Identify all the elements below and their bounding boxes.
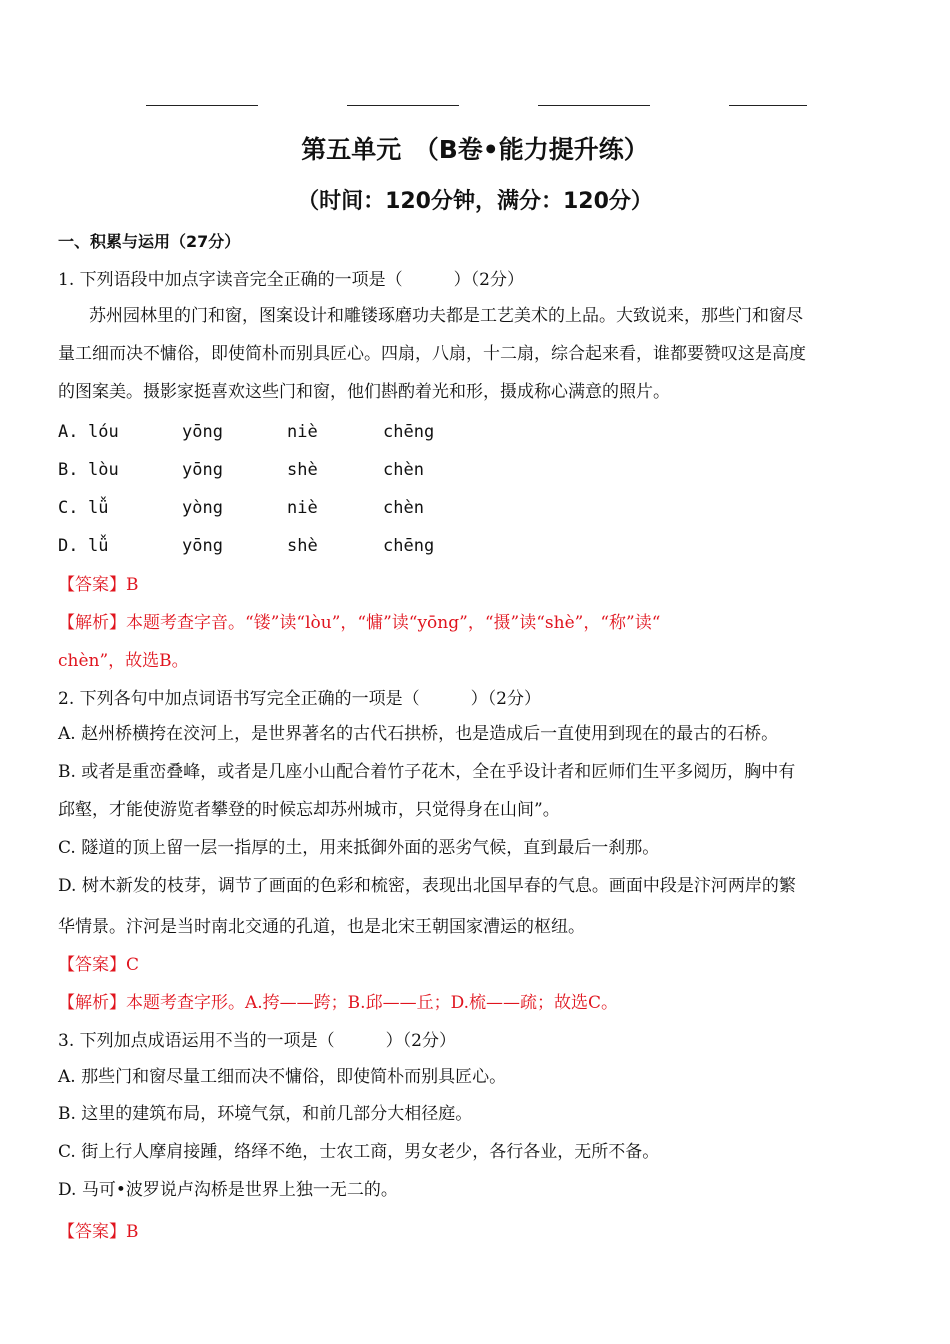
option-pinyin: yōng [182,460,223,480]
option-pinyin: lòu [88,460,119,480]
page-title: 第五单元 （B卷•能力提升练） [301,135,649,164]
section-heading: 一、积累与运用（27分） [58,232,241,251]
analysis-1-line: 【解析】本题考查字音。“镂”读“lòu”，“慵”读“yōng”，“摄”读“shè”，“称”读“ [58,613,661,633]
option-line: B. 或者是重峦叠峰，或者是几座小山配合着竹子花木，全在乎设计者和匠师们生平多阅历，胸中有 [58,762,796,782]
blank-line [146,105,258,106]
option-line: 华情景。汴河是当时南北交通的孔道，也是北宋王朝国家漕运的枢纽。 [58,917,585,937]
option-line: B. 这里的建筑布局，环境气氛，和前几部分大相径庭。 [58,1104,473,1124]
option-label: A. [58,422,79,442]
option-pinyin: lǚ [88,498,109,518]
option-pinyin: yòng [182,498,223,518]
answer-2: 【答案】C [58,955,140,975]
page-subtitle: （时间：120分钟，满分：120分） [297,189,653,214]
option-line: D. 树木新发的枝芽，调节了画面的色彩和梳密，表现出北国早春的气息。画面中段是汴河两岸的繁 [58,876,796,896]
blank-line [347,105,459,106]
answer-3: 【答案】B [58,1222,139,1242]
option-pinyin: chèn [383,498,424,518]
option-pinyin: lǚ [88,536,109,556]
option-pinyin: shè [287,460,318,480]
option-line: A. 那些门和窗尽量工细而决不慵俗，即使简朴而别具匠心。 [58,1067,507,1087]
question-2-stem: 2. 下列各句中加点词语书写完全正确的一项是（ ）（2分） [58,689,541,709]
answer-1: 【答案】B [58,575,139,595]
option-line: C. 隧道的顶上留一层一指厚的土，用来抵御外面的恶劣气候，直到最后一刹那。 [58,838,660,858]
question-3-stem: 3. 下列加点成语运用不当的一项是（ ）（2分） [58,1031,456,1051]
option-pinyin: niè [287,422,318,442]
blank-line [729,105,807,106]
passage-line: 苏州园林里的门和窗，图案设计和雕镂琢磨功夫都是工艺美术的上品。大致说来，那些门和窗尽 [72,306,803,326]
option-pinyin: shè [287,536,318,556]
option-pinyin: chèn [383,460,424,480]
passage-line: 量工细而决不慵俗，即使简朴而别具匠心。四扇，八扇，十二扇，综合起来看，谁都要赞叹这是高度 [58,344,806,364]
option-line: D. 马可•波罗说卢沟桥是世界上独一无二的。 [58,1180,398,1200]
option-pinyin: chēng [383,536,435,556]
option-line: A. 赵州桥横挎在洨河上，是世界著名的古代石拱桥，也是造成后一直使用到现在的最古的石桥。 [58,724,779,744]
option-line: C. 街上行人摩肩接踵，络绎不绝，士农工商，男女老少，各行各业，无所不备。 [58,1142,660,1162]
analysis-1-line: chèn”，故选B。 [58,651,189,671]
option-pinyin: yōng [182,536,223,556]
option-line: 邱壑，才能使游览者攀登的时候忘却苏州城市，只觉得身在山间”。 [58,800,560,820]
option-label: D. [58,536,79,556]
option-pinyin: niè [287,498,318,518]
option-pinyin: lóu [88,422,119,442]
blank-line [538,105,650,106]
passage-line: 的图案美。摄影家挺喜欢这些门和窗，他们斟酌着光和形，摄成称心满意的照片。 [58,382,670,402]
question-1-stem: 1. 下列语段中加点字读音完全正确的一项是（ ）（2分） [58,270,524,290]
option-pinyin: chēng [383,422,435,442]
analysis-2: 【解析】本题考查字形。A.挎——跨；B.邱——丘；D.梳——疏；故选C。 [58,993,619,1013]
option-pinyin: yōng [182,422,223,442]
option-label: B. [58,460,79,480]
option-label: C. [58,498,79,518]
